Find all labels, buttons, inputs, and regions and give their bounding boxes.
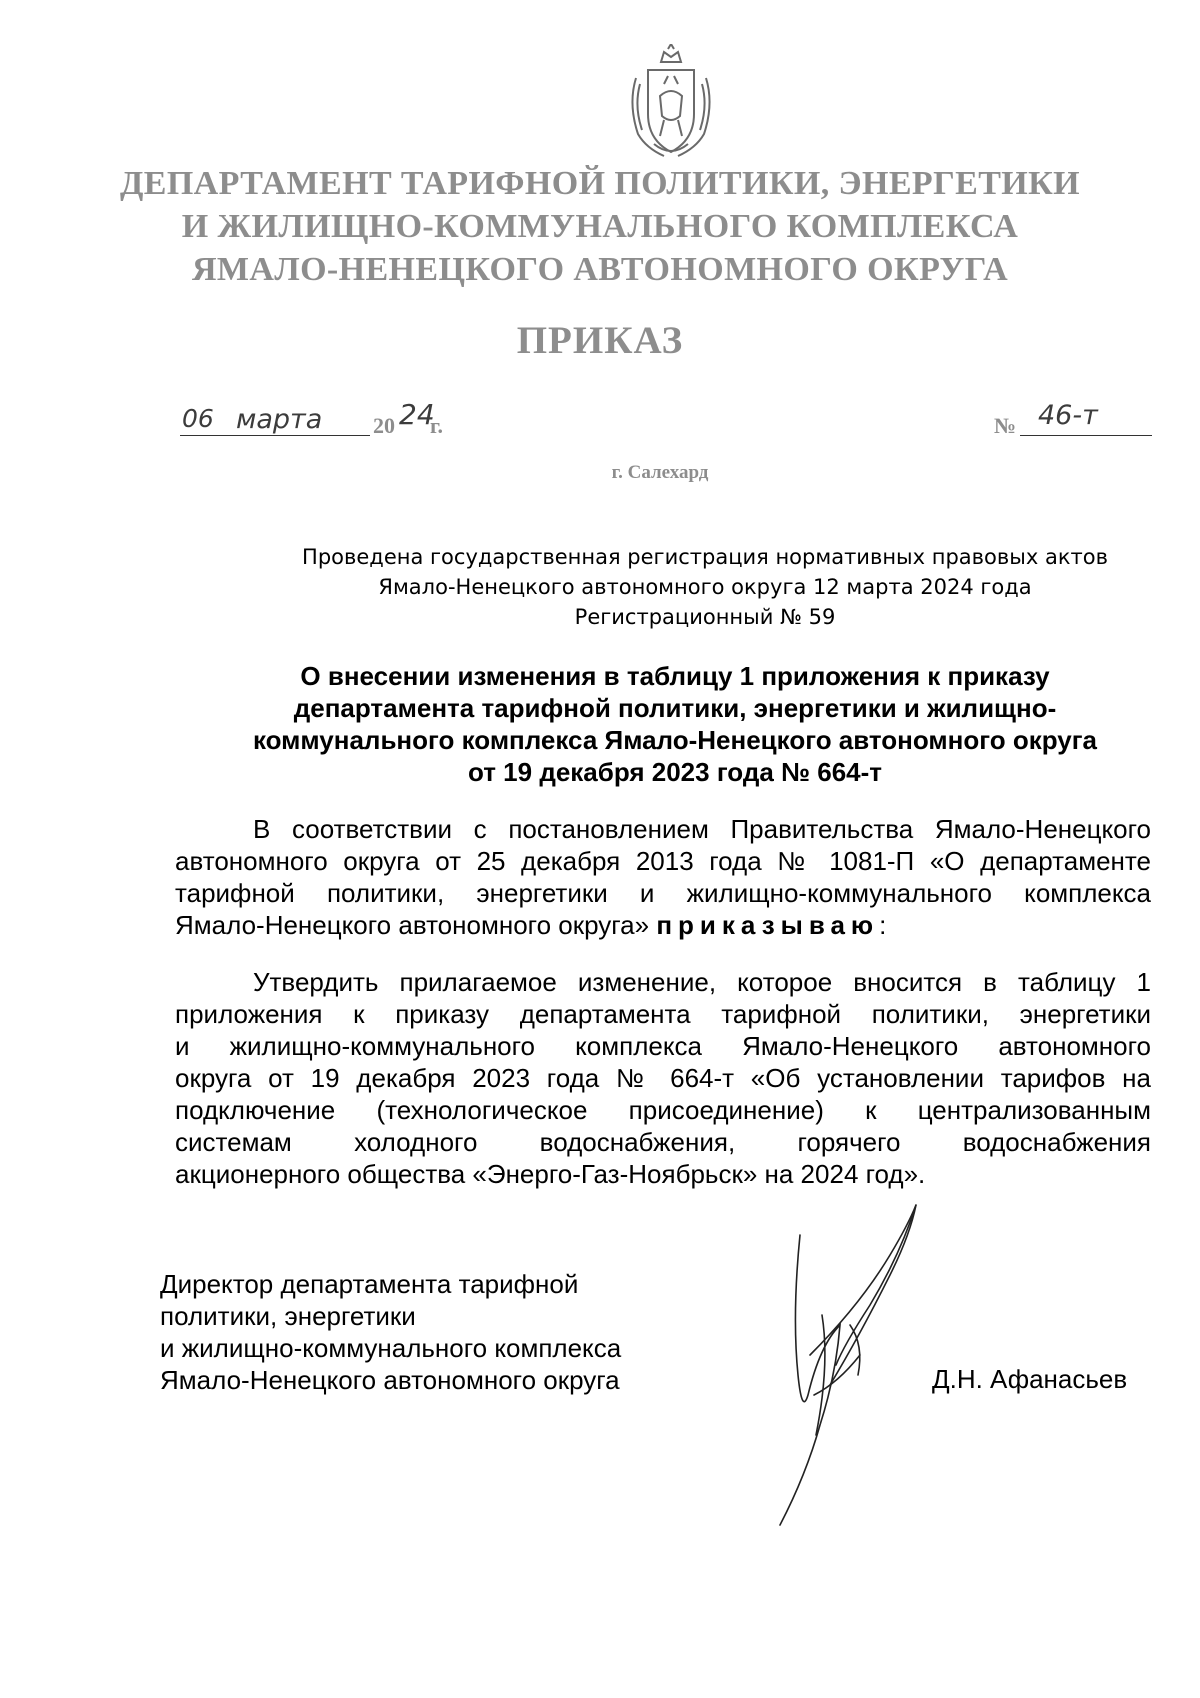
position-line: и жилищно-коммунального комплекса xyxy=(160,1333,622,1363)
date-month: марта xyxy=(236,404,323,435)
subject-line: О внесении изменения в таблицу 1 приложения к приказу xyxy=(300,661,1050,691)
order-subject xyxy=(175,660,1175,788)
signatory-position xyxy=(160,1268,621,1396)
city: г. Салехард xyxy=(611,462,709,483)
order-title: ПРИКАЗ xyxy=(516,319,684,362)
department-line: И ЖИЛИЩНО-КОММУНАЛЬНОГО КОМПЛЕКСА xyxy=(181,208,1019,245)
decision-paragraph xyxy=(175,966,1151,1190)
department-heading xyxy=(100,162,1100,291)
registration-note xyxy=(280,542,1130,632)
date-day: 06 xyxy=(182,404,214,433)
paragraph-line: автономного округа от 25 декабря 2013 года № 1081-П «О департаменте xyxy=(175,846,1151,876)
registration-line: Регистрационный № 59 xyxy=(574,605,836,629)
subject-line: от 19 декабря 2023 года № 664-т xyxy=(467,757,883,787)
preamble-paragraph xyxy=(175,813,1151,941)
paragraph-line: подключение (технологическое присоединение) к централизованным xyxy=(175,1095,1151,1125)
paragraph-last-line xyxy=(175,909,1151,941)
paragraph-line: и жилищно-коммунального комплекса Ямало-Ненецкого автономного xyxy=(175,1031,1151,1061)
paragraph-line: В соответствии с постановлением Правительства Ямало-Ненецкого xyxy=(253,814,1151,844)
position-line: Ямало-Ненецкого автономного округа xyxy=(160,1365,620,1395)
paragraph-line: системам холодного водоснабжения, горячего водоснабжения xyxy=(175,1127,1151,1157)
order-number-value: 46-т xyxy=(1038,400,1098,431)
paragraph-text: Ямало-Ненецкого автономного округа» xyxy=(175,910,650,940)
paragraph-line: приложения к приказу департамента тарифной политики, энергетики xyxy=(175,999,1151,1029)
paragraph-line: Утвердить прилагаемое изменение, которое вносится в таблицу 1 xyxy=(253,967,1151,997)
order-number-label: № xyxy=(994,413,1017,438)
department-line: ЯМАЛО-НЕНЕЦКОГО АВТОНОМНОГО ОКРУГА xyxy=(191,251,1009,288)
date-year-suffix: г. xyxy=(430,413,444,438)
coat-of-arms-icon xyxy=(624,44,718,162)
registration-line: Ямало-Ненецкого автономного округа 12 марта 2024 года xyxy=(378,575,1032,599)
order-number-underline xyxy=(1020,435,1152,436)
paragraph-line: тарифной политики, энергетики и жилищно-коммунального комплекса xyxy=(175,878,1151,908)
signatory-name: Д.Н. Афанасьев xyxy=(932,1364,1128,1394)
paragraph-line: акционерного общества «Энерго-Газ-Ноябрьск» на 2024 год». xyxy=(175,1159,926,1189)
position-line: политики, энергетики xyxy=(160,1301,416,1331)
date-underline xyxy=(180,435,370,436)
subject-line: департамента тарифной политики, энергетики и жилищно- xyxy=(293,693,1057,723)
subject-line: коммунального комплекса Ямало-Ненецкого автономного округа xyxy=(252,725,1098,755)
date-year-prefix: 20 xyxy=(373,413,395,438)
command-word: приказываю xyxy=(656,910,880,940)
position-line: Директор департамента тарифной xyxy=(160,1269,579,1299)
registration-line: Проведена государственная регистрация нормативных правовых актов xyxy=(302,545,1108,569)
colon: : xyxy=(879,910,887,940)
department-line: ДЕПАРТАМЕНТ ТАРИФНОЙ ПОЛИТИКИ, ЭНЕРГЕТИКИ xyxy=(119,165,1081,202)
date-year-handwritten: 24 xyxy=(399,398,435,431)
paragraph-line: округа от 19 декабря 2023 года № 664-т «Об установлении тарифов на xyxy=(175,1063,1151,1093)
